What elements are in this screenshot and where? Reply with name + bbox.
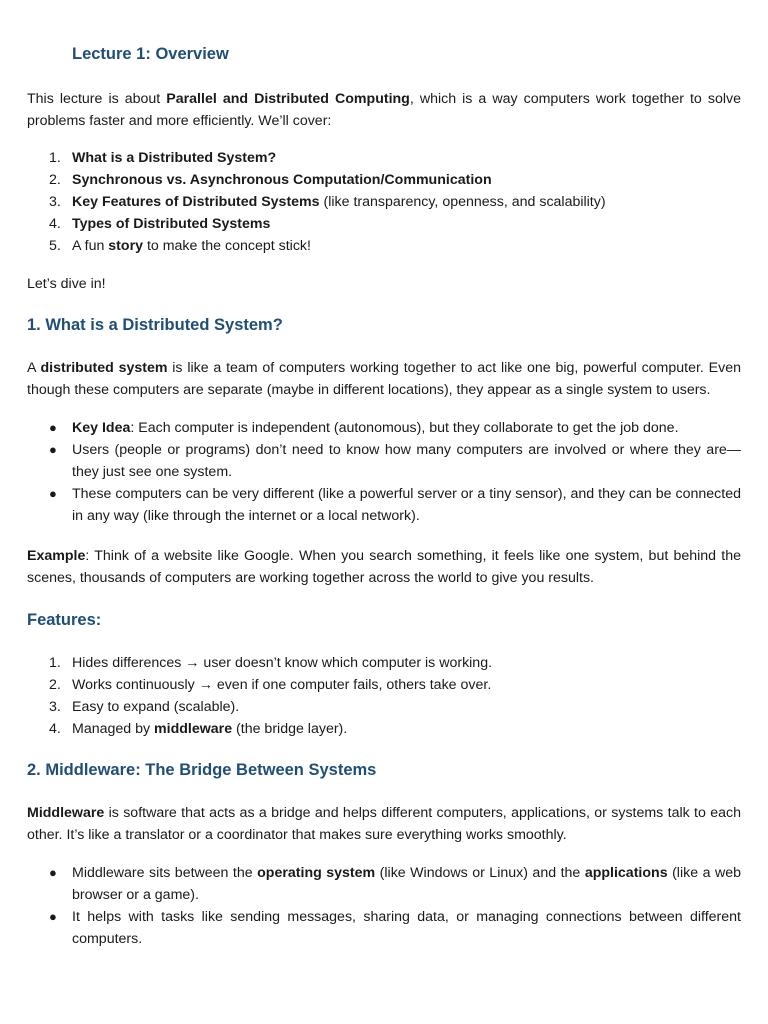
intro-bold: Parallel and Distributed Computing [166, 91, 410, 107]
bullet-icon: ● [49, 420, 57, 435]
bullet-item [27, 483, 741, 527]
outline-number: 1. [49, 150, 61, 166]
bullet-bold-b: operating system [257, 865, 376, 881]
outline-item [27, 213, 741, 235]
bullet-icon: ● [49, 442, 57, 457]
outline-number: 5. [49, 238, 61, 254]
feature-item [27, 696, 741, 718]
outline-bold: Synchronous vs. Asynchronous Computation/Communication [72, 172, 492, 188]
section2-paragraph [27, 802, 741, 846]
bullet-text: It helps with tasks like sending messages, sharing data, or managing connections between different computers. [72, 909, 741, 947]
example-text: : Think of a website like Google. When you search something, it feels like one system, but behind the scenes, thousands of computers are working together across the world to give you results. [27, 548, 741, 586]
outline-bold: What is a Distributed System? [72, 150, 277, 166]
section1-post: is like a team of computers working together to act like one big, powerful computer. Even though these computers are separate (maybe in different locations), they appear as a single system to users. [27, 360, 741, 398]
outline-item [27, 235, 741, 257]
bullet-text: : Each computer is independent (autonomous), but they collaborate to get the job done. [130, 420, 679, 436]
outline-text: to make the concept stick! [143, 238, 311, 254]
bullet-icon: ● [49, 865, 57, 880]
bullet-text-a: Middleware sits between the [72, 865, 258, 881]
feature-number: 4. [49, 721, 61, 737]
section1-bold: distributed system [40, 360, 168, 376]
feature-number: 3. [49, 699, 61, 715]
page-title: Lecture 1: Overview [72, 45, 229, 63]
section2-bold: Middleware [27, 805, 105, 821]
feature-text: Hides differences → user doesn’t know which computer is working. [72, 655, 493, 671]
section2-post: is software that acts as a bridge and helps different computers, applications, or systems talk to each other. It’s like a translator or a coordinator that makes sure everything works smoothly. [27, 805, 741, 843]
feature-post: (the bridge layer). [232, 721, 348, 737]
outline-list [27, 147, 741, 257]
outline-item [27, 147, 741, 169]
feature-text: Works continuously → even if one computer fails, others take over. [72, 677, 492, 693]
feature-number: 2. [49, 677, 61, 693]
feature-number: 1. [49, 655, 61, 671]
bullet-text: Users (people or programs) don’t need to know how many computers are involved or where they are—they just see one system. [72, 442, 741, 480]
feature-item [27, 674, 741, 696]
bullet-item [27, 862, 741, 906]
example-bold: Example [27, 548, 86, 564]
outline-number: 4. [49, 216, 61, 232]
feature-pre: Managed by [72, 721, 155, 737]
bullet-icon: ● [49, 909, 57, 924]
outline-pre: A fun [72, 238, 109, 254]
bullet-text-e: (like a web browser or a game). [72, 865, 741, 903]
outline-number: 3. [49, 194, 61, 210]
section1-pre: A [27, 360, 41, 376]
section1-paragraph [27, 357, 741, 401]
outline-text: (like transparency, openness, and scalability) [319, 194, 606, 210]
bullet-text: These computers can be very different (like a powerful server or a tiny sensor), and they can be connected in any way (like through the internet or a local network). [72, 486, 741, 524]
bullet-text-c: (like Windows or Linux) and the [375, 865, 585, 881]
outline-item [27, 191, 741, 213]
intro-post: , which is a way computers work together to solve problems faster and more efficiently. We’ll cover: [27, 91, 741, 129]
bullet-item [27, 417, 741, 439]
outline-bold: story [108, 238, 143, 254]
feature-item [27, 718, 741, 740]
features-list [27, 652, 741, 740]
section2-bullets [27, 862, 741, 950]
dive-in-text: Let’s dive in! [27, 276, 106, 292]
bullet-icon: ● [49, 486, 57, 501]
example-paragraph [27, 545, 741, 589]
bullet-bold-d: applications [584, 865, 668, 881]
bullet-item [27, 439, 741, 483]
bullet-item [27, 906, 741, 950]
section1-heading: 1. What is a Distributed System? [27, 316, 283, 334]
section1-bullets [27, 417, 741, 527]
features-heading: Features: [27, 611, 102, 629]
feature-item [27, 652, 741, 674]
intro-paragraph [27, 88, 741, 132]
bullet-bold: Key Idea [72, 420, 131, 436]
outline-bold: Key Features of Distributed Systems [72, 194, 320, 210]
section2-heading: 2. Middleware: The Bridge Between Systems [27, 761, 377, 779]
intro-pre: This lecture is about [27, 91, 167, 107]
outline-bold: Types of Distributed Systems [72, 216, 271, 232]
feature-text: Easy to expand (scalable). [72, 699, 240, 715]
feature-bold: middleware [154, 721, 233, 737]
outline-item [27, 169, 741, 191]
outline-number: 2. [49, 172, 61, 188]
